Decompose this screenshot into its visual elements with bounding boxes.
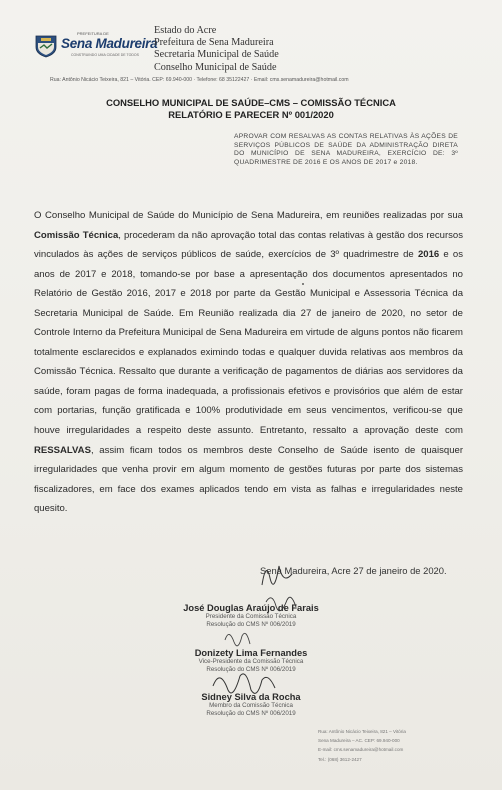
body-emphasis: RESSALVAS xyxy=(34,444,91,456)
body-run: O Conselho Municipal de Saúde do Município de Sena Madureira, em reuniões realizadas por sua xyxy=(34,210,463,221)
footer-line: E-mail: cms.senamadureira@hotmail.com xyxy=(318,747,404,753)
signer-resolution: Resolução do CMS Nº 006/2019 xyxy=(206,709,296,717)
signer-resolution: Resolução do CMS Nº 006/2019 xyxy=(206,620,296,628)
body-run: e os anos de 2017 e 2018, tomando-se por base a apresentação dos documentos apresentados no Relatório de Gestão 2016, 2017 e 2018 por parte da Gestão Municipal e Assessoria Técnica da Secretaria Municipal de Saúde. Em Reunião realizada dia 27 de janeiro de 2020, no setor de Controle Interno da Prefeitura Municipal de Sena Madureira em virtude de alguns pontos não ficarem totalmente esclarecidos e explanados eximindo todas e qualquer duvida relativas aos membros da Comissão Técnica. Ressalto que durante a verificação de pagamentos de diárias aos servidores da saúde, foram pagas de forma inadequada, a profissionais efetivos e provisórios que além de estar com portarias, função gratificada e 100% produtividade em seus vencimentos, verificou-se que houve irregularidades a respeito deste assunto. Entretanto, ressalto a aprovação deste com xyxy=(34,249,463,437)
document-title: CONSELHO MUNICIPAL DE SAÚDE–CMS – COMISSÃO TÉCNICA xyxy=(106,97,396,108)
body-emphasis: Comissão Técnica xyxy=(34,229,119,241)
signer-resolution: Resolução do CMS Nº 006/2019 xyxy=(206,665,296,673)
logo-subtitle: CONSTRUINDO UMA CIDADE DE TODOS xyxy=(71,53,139,57)
signer-role: Vice-Presidente da Comissão Técnica xyxy=(198,658,304,665)
letterhead-line: Conselho Municipal de Saúde xyxy=(154,61,277,73)
signer-name: José Douglas Araújo de Farais xyxy=(183,603,319,613)
ementa-summary: APROVAR COM RESALVAS AS CONTAS RELATIVAS ÀS AÇÕES DE SERVIÇOS PÚBLICOS DE SAÚDE DA ADMINISTRAÇÃO DIRETA DO MUNICÍPIO DE SENA MADUREIRA, EXERCÍCIO DE: 3º QUADRIMESTRE DE 2016 E OS ANOS DE 2017 e 2018. xyxy=(234,133,458,166)
footer-line: Sena Madureira – AC. CEP: 69.940-000 xyxy=(318,738,400,744)
document-subtitle: RELATÓRIO E PARECER Nº 001/2020 xyxy=(168,109,334,120)
logo-top-text: PREFEITURA DE xyxy=(77,31,109,36)
letterhead-address: Rua: Antônio Nicácio Teixeira, 821 – Vitória. CEP: 69.940-000 · Telefone: 68 35122427 · Email: cms.senamadureira@hotmail.com xyxy=(50,77,349,83)
signer-role: Presidente da Comissão Técnica xyxy=(205,613,297,620)
signer-role: Membro da Comissão Técnica xyxy=(209,702,293,709)
logo-name: Sena Madureira xyxy=(61,36,158,51)
body-run: , assim ficam todos os membros deste Conselho de Saúde isento de quaisquer irregularidades que venha provir em algum momento de gestões futuras por parte dos sistemas fiscalizadores, em face dos exames aplicados tendo em vista as falhas e irregularidades neste quesito. xyxy=(34,444,463,515)
signer-name: Sidney Silva da Rocha xyxy=(201,692,301,702)
letterhead-line: Secretaria Municipal de Saúde xyxy=(154,49,279,61)
letterhead-line: Estado do Acre xyxy=(154,25,217,36)
signer-name: Donizety Lima Fernandes xyxy=(194,648,308,658)
letterhead-line: Prefeitura de Sena Madureira xyxy=(154,37,274,49)
footer-line: Rua: Antônio Nicácio Teixeira, 821 – Vitória xyxy=(318,729,406,734)
body-run: , procederam da não aprovação total das contas relativas à gestão dos recursos vinculados às ações de serviços públicos de saúde, exercícios de 3º quadrimestre de xyxy=(34,229,463,261)
dateline: Sena Madureira, Acre 27 de janeiro de 2020. xyxy=(260,565,447,576)
footer-line: Tel.: (068) 3612-2427 xyxy=(318,756,362,762)
footer-address xyxy=(318,727,406,764)
body-emphasis: 2016 xyxy=(417,249,440,261)
